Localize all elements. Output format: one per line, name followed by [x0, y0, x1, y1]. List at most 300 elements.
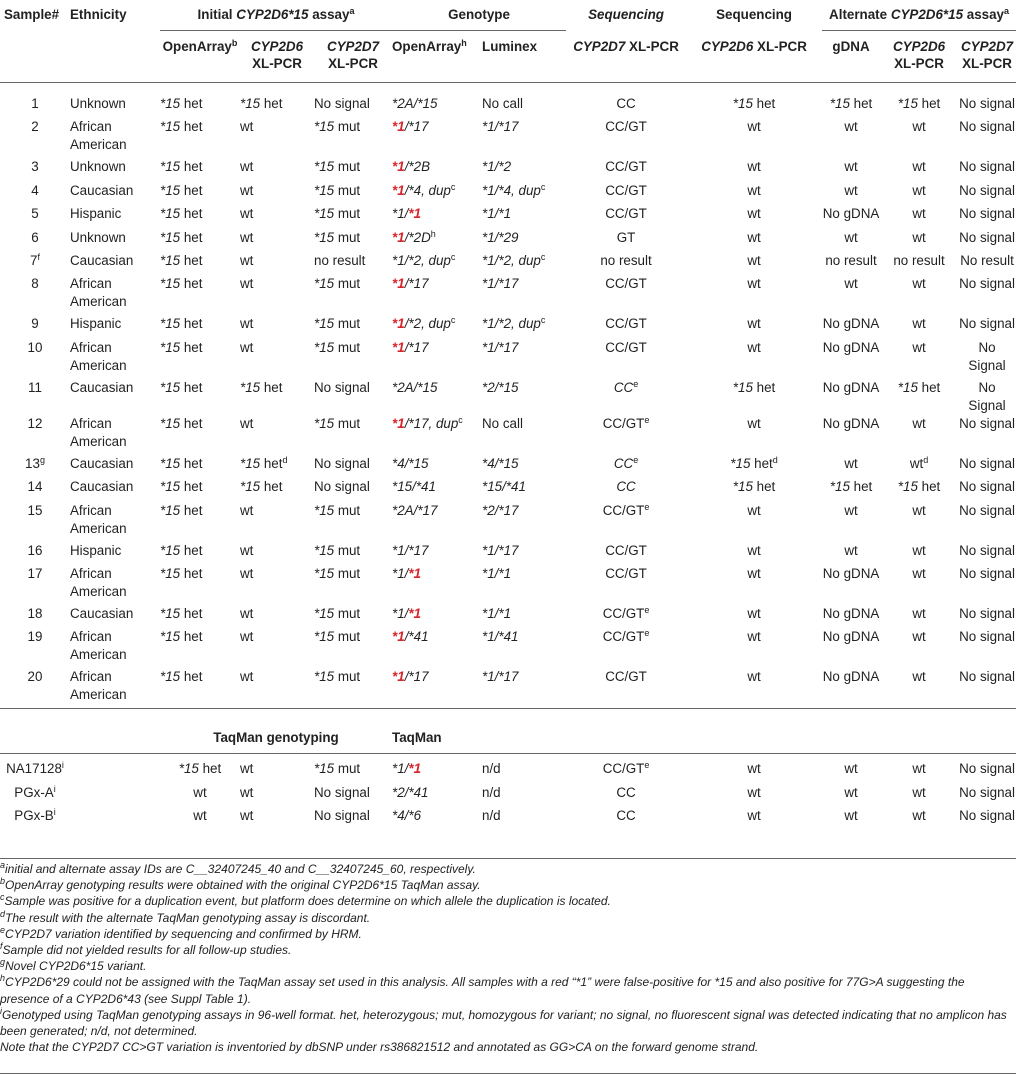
table-row	[0, 415, 1016, 455]
cell-text: No gDNA	[822, 339, 880, 355]
cell-text: wt	[747, 119, 761, 135]
genotype-text: No call	[482, 415, 523, 431]
header-cyp2d7-gene: CYP2D7	[326, 39, 380, 54]
genotype-luminex	[482, 502, 566, 542]
alt-gdna	[822, 478, 880, 501]
cell-text: NA17128	[6, 761, 62, 777]
ethnicity-text: Caucasian	[70, 379, 134, 395]
header-taqman-genotyping: TaqMan genotyping	[160, 723, 392, 754]
ethnicity-text: Unknown	[70, 96, 126, 111]
ethnicity-text: African	[70, 119, 112, 135]
allele-text: *15	[829, 479, 850, 495]
ethnicity	[70, 668, 160, 709]
genotype-openarray	[392, 205, 482, 228]
cell-text: No signal	[959, 276, 1015, 292]
cyp2d6-xlpcr-result	[240, 478, 314, 501]
ethnicity-text: African	[70, 339, 112, 355]
table-row	[0, 668, 1016, 709]
cell-text: wt	[912, 565, 926, 581]
cell-text: 18	[27, 605, 43, 621]
ethnicity-text: Caucasian	[70, 479, 134, 495]
table-row	[0, 807, 1016, 830]
allele-text: *15	[160, 542, 181, 558]
false-positive-allele: *1	[408, 605, 422, 621]
genotype-text: *1/*17	[482, 276, 519, 292]
table-row	[0, 229, 1016, 252]
sequencing-cyp2d6	[686, 252, 822, 275]
cell-text: 8	[31, 276, 39, 292]
ethnicity	[70, 807, 160, 830]
sequencing-cyp2d6	[686, 158, 822, 181]
alt-cyp2d6-xlpcr	[880, 455, 958, 478]
cell-text: No signal	[959, 455, 1015, 471]
allele-text: *15	[160, 339, 181, 355]
genotype-text: *1/*2, dup	[482, 252, 541, 268]
header-alt-cyp2d7-gene: CYP2D7	[960, 39, 1014, 54]
genotype-text: CC/GT	[605, 159, 647, 175]
cell-text: wt	[240, 808, 254, 824]
header-seq7-sub	[566, 31, 686, 83]
alt-cyp2d7-xlpcr	[958, 807, 1016, 830]
sequencing-cyp2d7	[566, 182, 686, 205]
allele-text: *15	[730, 455, 751, 471]
footnote-text: The result with the alternate TaqMan genotyping assay is discordant.	[5, 910, 371, 925]
cell-text: 13	[25, 455, 40, 471]
cell-text: No signal	[959, 669, 1015, 685]
openarray-result	[160, 252, 240, 275]
cell-text: No result	[960, 252, 1014, 268]
genotype-luminex	[482, 542, 566, 565]
allele-text: *15	[314, 605, 335, 621]
sequencing-cyp2d7	[566, 339, 686, 379]
false-positive-allele: *1	[392, 159, 405, 175]
header-alt-cyp2d6-xlpcr	[880, 31, 958, 83]
header-openarray-sup: b	[231, 38, 238, 48]
cell-text: *15 het	[732, 379, 776, 395]
alt-cyp2d7-xlpcr	[958, 502, 1016, 542]
sample-id	[0, 379, 70, 415]
false-positive-allele: *1	[392, 229, 405, 245]
bottom-rule	[0, 1073, 1016, 1074]
cell-text: wt	[240, 339, 254, 355]
header-initial-sup: a	[349, 6, 355, 16]
allele-text: *15	[160, 379, 181, 395]
alt-gdna	[822, 252, 880, 275]
ethnicity-text: American	[70, 687, 127, 703]
cell-text: *15 mut	[314, 415, 361, 431]
sequencing-cyp2d7	[566, 565, 686, 605]
cell-text: wt	[912, 206, 926, 222]
genotype-text: CC/GT	[605, 119, 647, 135]
genotype-openarray	[392, 628, 482, 668]
ethnicity-text: Caucasian	[70, 182, 134, 198]
cyp2d7-xlpcr-result	[314, 502, 392, 542]
cell-text: wt	[747, 502, 761, 518]
table-row	[0, 455, 1016, 478]
genotype-luminex	[482, 182, 566, 205]
header-row-2	[0, 31, 1016, 83]
taqman-result	[160, 784, 240, 807]
cell-text: 4	[31, 182, 39, 198]
cell-text: wt	[240, 565, 254, 581]
alt-cyp2d6-xlpcr	[880, 628, 958, 668]
cell-text: wt	[747, 276, 761, 292]
header-openarray-text: OpenArray	[162, 39, 232, 54]
genotype-openarray	[392, 605, 482, 628]
sample-id	[0, 339, 70, 379]
allele-text: *15	[160, 119, 181, 135]
footnote-text: Sample was positive for a duplication event, but platform does determine on which allele the duplication is located.	[4, 894, 611, 909]
sequencing-cyp2d6	[686, 628, 822, 668]
cell-text: wt	[909, 455, 924, 471]
genotype-text: *1/*1	[482, 565, 512, 581]
genotype-luminex	[482, 275, 566, 315]
alt-cyp2d6-xlpcr	[880, 807, 958, 830]
alt-cyp2d7-xlpcr	[958, 760, 1016, 783]
cell-text: *15 mut	[314, 669, 361, 685]
false-positive-allele: *1	[392, 182, 405, 198]
table-row	[0, 339, 1016, 379]
footnote-item	[0, 1007, 1016, 1039]
cell-text: wt	[844, 119, 858, 135]
cyp2d7-xlpcr-result	[314, 339, 392, 379]
cell-text: wt	[747, 784, 761, 800]
sequencing-cyp2d7	[566, 158, 686, 181]
footnote-item	[0, 893, 1016, 909]
alt-cyp2d6-xlpcr	[880, 605, 958, 628]
cell-text: wt	[844, 502, 858, 518]
genotype-text: *1/*1	[482, 206, 512, 222]
genotype-luminex	[482, 565, 566, 605]
cell-text: wt	[747, 761, 761, 777]
footnote-item	[0, 910, 1016, 926]
cell-text: wt	[240, 206, 254, 222]
genotype-text: GT	[616, 229, 636, 245]
cell-text: *15 het	[160, 159, 203, 175]
genotype-luminex	[482, 118, 566, 158]
ethnicity	[70, 784, 160, 807]
openarray-result	[160, 628, 240, 668]
cell-text: *15 het	[897, 479, 941, 495]
ethnicity	[70, 158, 160, 181]
footnote-text: CYP2D7 variation identified by sequencing and confirmed by HRM.	[5, 926, 362, 941]
taqman-result	[160, 760, 240, 783]
cyp2d7-xlpcr-result	[314, 315, 392, 338]
cell-text: wt	[240, 159, 254, 175]
alt-cyp2d6-xlpcr	[880, 478, 958, 501]
footnote-mark: e	[644, 604, 650, 615]
alt-cyp2d7-xlpcr	[958, 182, 1016, 205]
table-row	[0, 315, 1016, 338]
genotype-luminex	[482, 379, 566, 415]
sequencing-cyp2d6	[686, 205, 822, 228]
alt-cyp2d6-xlpcr	[880, 229, 958, 252]
cell-text: n/d	[482, 761, 501, 777]
cell-text: No gDNA	[822, 605, 880, 621]
alt-cyp2d6-xlpcr	[880, 315, 958, 338]
footnote-item	[0, 877, 1016, 893]
cell-text: wt	[747, 316, 761, 332]
ethnicity	[70, 502, 160, 542]
alt-gdna	[822, 315, 880, 338]
footnote-mark: e	[644, 501, 650, 512]
allele-text: *15	[240, 479, 261, 495]
cell-text: wt	[193, 784, 207, 800]
cyp2d6-xlpcr-result	[240, 784, 314, 807]
footnote-mark: d	[923, 454, 929, 465]
header-alt-cyp2d6-gene: CYP2D6	[892, 39, 946, 54]
cell-text: *15 mut	[314, 276, 361, 292]
cell-text: PGx-A	[14, 784, 54, 800]
cyp2d7-xlpcr-result	[314, 415, 392, 455]
alt-cyp2d6-xlpcr	[880, 252, 958, 275]
allele-text: *15	[160, 479, 181, 495]
cell-text: No signal	[959, 565, 1015, 581]
sample-id	[0, 182, 70, 205]
allele-text: *15	[160, 669, 181, 685]
sequencing-cyp2d6	[686, 565, 822, 605]
sample-id	[0, 628, 70, 668]
cell-text: 9	[31, 316, 39, 332]
cyp2d7-xlpcr-result	[314, 379, 392, 415]
genotype-text: *1/*17	[482, 119, 519, 135]
ethnicity-text: Unknown	[70, 229, 126, 245]
cell-text: No signal	[314, 379, 370, 395]
cell-text: *15 het	[160, 96, 203, 111]
sequencing-cyp2d7	[566, 455, 686, 478]
header-cyp2d6-xl: XL-PCR	[252, 56, 302, 71]
cell-text: No signal	[959, 119, 1015, 135]
table-row	[0, 565, 1016, 605]
genotype-luminex	[482, 668, 566, 709]
footnote-mark: i	[53, 783, 56, 794]
allele-text: *15	[178, 761, 199, 777]
genotype-luminex	[482, 415, 566, 455]
ethnicity-text: American	[70, 647, 127, 663]
cell-text: wt	[844, 182, 858, 198]
cyp2d7-xlpcr-result	[314, 95, 392, 118]
header-cyp2d7-xl: XL-PCR	[328, 56, 378, 71]
sequencing-cyp2d7	[566, 379, 686, 415]
cell-text: *15 het	[897, 379, 941, 395]
sample-id	[0, 315, 70, 338]
genotype-openarray	[392, 668, 482, 709]
cell-text: No signal	[959, 415, 1015, 431]
alt-cyp2d6-xlpcr	[880, 502, 958, 542]
cell-text: *15 het	[240, 455, 283, 471]
cell-text: No signal	[959, 629, 1015, 645]
cyp2d6-xlpcr-result	[240, 252, 314, 275]
header-alt-cyp2d7-xl: XL-PCR	[962, 56, 1012, 71]
sequencing-cyp2d7	[566, 95, 686, 118]
cell-text: *15 mut	[314, 159, 361, 175]
table-row	[0, 628, 1016, 668]
cell-text: *15 het	[160, 339, 203, 355]
footnote-mark: e	[633, 454, 639, 465]
ethnicity-text: American	[70, 294, 127, 310]
header-alt-cyp2d6-xl: XL-PCR	[894, 56, 944, 71]
header-alt-post: assay	[963, 7, 1004, 22]
sequencing-cyp2d7	[566, 415, 686, 455]
cell-text: No gDNA	[822, 669, 880, 685]
sequencing-cyp2d7	[566, 118, 686, 158]
genotype-openarray	[392, 565, 482, 605]
cyp2d7-xlpcr-result	[314, 478, 392, 501]
cyp2d7-xlpcr-result	[314, 158, 392, 181]
sequencing-cyp2d6	[686, 668, 822, 709]
genotype-text: /*17	[404, 669, 429, 685]
genotype-openarray	[392, 182, 482, 205]
sample-id	[0, 502, 70, 542]
genotype-text: /*2B	[404, 159, 430, 175]
allele-text: *15	[314, 159, 335, 175]
taqman-rows	[0, 760, 1016, 830]
cell-text: *15 het	[160, 276, 203, 292]
cell-text: wt	[747, 629, 761, 645]
cell-text: 16	[27, 542, 43, 558]
header-sample: Sample#	[4, 7, 60, 23]
alt-cyp2d7-xlpcr	[958, 628, 1016, 668]
cyp2d6-xlpcr-result	[240, 95, 314, 118]
sample-rows	[0, 95, 1016, 709]
alt-gdna	[822, 784, 880, 807]
cell-text: n/d	[482, 808, 501, 824]
openarray-result	[160, 455, 240, 478]
cell-text: *15 het	[240, 96, 283, 111]
ethnicity-text: African	[70, 502, 112, 518]
footnotes	[0, 858, 1016, 1055]
footnote-mark: c	[458, 414, 463, 425]
sequencing-cyp2d6	[686, 415, 822, 455]
allele-text: *15	[160, 252, 181, 268]
cell-text: No signal	[959, 479, 1015, 495]
alt-cyp2d7-xlpcr	[958, 229, 1016, 252]
cell-text: No Signal	[968, 339, 1006, 373]
genotype-luminex	[482, 95, 566, 118]
genotype-text: CC	[616, 96, 636, 111]
openarray-result	[160, 668, 240, 709]
footnote-text: CYP2D6*29 could not be assigned with the TaqMan assay set used in this analysis. All samples with a red “*1” were false-positive for *15 and also positive for 77G>A suggesting the presence of a CYP2D6*43 (see Suppl Table 1).	[0, 975, 965, 1006]
header-alt-cyp2d7-xlpcr	[958, 31, 1016, 83]
footnote-mark: i	[61, 760, 64, 771]
cell-text: *15 het	[732, 96, 776, 111]
header-seq7-gene: CYP2D7	[573, 38, 626, 54]
footnote-mark: f	[37, 251, 40, 262]
ethnicity	[70, 542, 160, 565]
alt-cyp2d7-xlpcr	[958, 784, 1016, 807]
table-row	[0, 205, 1016, 228]
alt-gdna	[822, 205, 880, 228]
openarray-result	[160, 118, 240, 158]
cyp2d6-xlpcr-result	[240, 379, 314, 415]
false-positive-allele: *1	[408, 565, 422, 581]
header-cyp2d6-xlpcr	[240, 31, 314, 83]
footnote-key: c	[0, 892, 5, 903]
table-row	[0, 542, 1016, 565]
header-geno-openarray-text: OpenArray	[392, 39, 462, 54]
genotype-text: *1/*1	[482, 605, 512, 621]
genotype-text: *2A/*15	[392, 96, 438, 111]
sequencing-cyp2d6	[686, 784, 822, 807]
allele-text: *15	[160, 229, 181, 245]
footnote-item	[0, 958, 1016, 974]
footnote-key: f	[0, 941, 3, 952]
cell-text: wt	[912, 119, 926, 135]
genotype-taqman	[392, 784, 482, 807]
footnote-text: OpenArray genotyping results were obtained with the original CYP2D6*15 TaqMan assay.	[5, 878, 481, 893]
header-sequencing-7: Sequencing	[588, 7, 664, 23]
cell-text: No gDNA	[822, 316, 880, 332]
allele-text: *15	[314, 229, 335, 245]
ethnicity	[70, 275, 160, 315]
allele-text: *15	[160, 206, 181, 222]
genotype-text: CC/GT	[605, 542, 647, 558]
cell-text: No gDNA	[822, 379, 880, 395]
sample-id	[0, 229, 70, 252]
footnote-mark: c	[450, 181, 456, 192]
genotype-openarray	[392, 315, 482, 338]
sample-id	[0, 605, 70, 628]
alt-gdna	[822, 605, 880, 628]
alt-cyp2d6-xlpcr	[880, 760, 958, 783]
cell-text: *15 mut	[314, 182, 361, 198]
cell-text: No signal	[314, 784, 370, 800]
allele-text: *15	[732, 379, 753, 395]
openarray-result	[160, 315, 240, 338]
cell-text: *15 mut	[314, 316, 361, 332]
table-row	[0, 95, 1016, 118]
cyp2d7-xlpcr-result	[314, 760, 392, 783]
genotype-text: *1/*17	[482, 669, 519, 685]
allele-text: *15	[314, 629, 335, 645]
ethnicity-text: African	[70, 629, 112, 645]
genotype-text: CC/GT	[602, 415, 645, 431]
sequencing-cyp2d6	[686, 478, 822, 501]
alt-cyp2d6-xlpcr	[880, 182, 958, 205]
ethnicity	[70, 628, 160, 668]
cyp2d6-xlpcr-result	[240, 205, 314, 228]
cyp2d7-xlpcr-result	[314, 252, 392, 275]
alt-gdna	[822, 118, 880, 158]
cell-text: wt	[193, 808, 207, 824]
openarray-result	[160, 275, 240, 315]
footnote-key: e	[0, 924, 6, 935]
header-seq6-gene: CYP2D6	[701, 38, 754, 54]
header-initial-pre: Initial	[197, 7, 237, 22]
cell-text: wt	[747, 542, 761, 558]
cell-text: No signal	[959, 502, 1015, 518]
sequencing-cyp2d6	[686, 275, 822, 315]
genotype-text: *15/*41	[482, 479, 526, 495]
sequencing-cyp2d7	[566, 229, 686, 252]
genotype-openarray	[392, 275, 482, 315]
taqman-header-row	[0, 723, 1016, 754]
false-positive-allele: *1	[392, 669, 405, 685]
genotype-text: *1/*2	[482, 159, 512, 175]
sequencing-cyp2d6	[686, 760, 822, 783]
genotype-text: *2/*17	[482, 502, 519, 518]
footnote-mark: d	[282, 454, 288, 465]
alt-cyp2d6-xlpcr	[880, 275, 958, 315]
openarray-result	[160, 502, 240, 542]
cell-text: No signal	[314, 96, 370, 111]
sequencing-cyp2d7	[566, 668, 686, 709]
genotype-text: *1/	[392, 206, 409, 222]
cyp2d7-xlpcr-result	[314, 784, 392, 807]
ethnicity	[70, 205, 160, 228]
cell-text: wt	[240, 252, 254, 268]
footnote-mark: c	[450, 315, 456, 326]
